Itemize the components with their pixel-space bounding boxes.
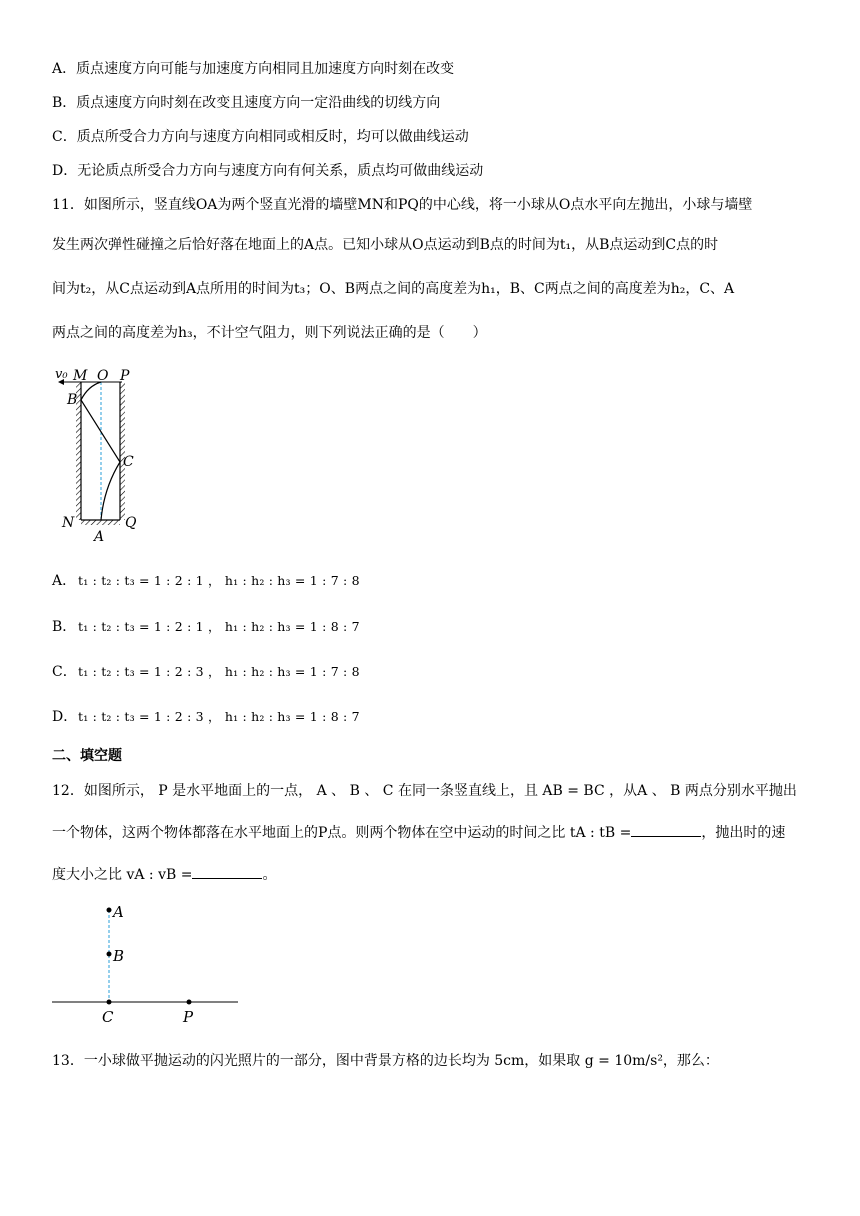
q11-option-a-label: A． xyxy=(52,573,77,589)
point-c xyxy=(107,1000,112,1005)
q12-text-row3-a: 度大小之比 vA : vB = xyxy=(52,867,193,883)
ground-hatch xyxy=(81,520,120,525)
q10-option-c: C．质点所受合力方向与速度方向相同或相反时，均可以做曲线运动 xyxy=(52,129,469,145)
q11-option-c-text: t₁ : t₂ : t₃ = 1 : 2 : 3 ， h₁ : h₂ : h₃ = 1 : 7 : 8 xyxy=(78,664,360,679)
q12-text-row1: 12．如图所示， P 是水平地面上的一点， A 、 B 、 C 在同一条竖直线上，且 AB = BC ，从A 、 B 两点分别水平抛出 xyxy=(52,783,797,799)
q11-text-row2: 发生两次弹性碰撞之后恰好落在地面上的A点。已知小球从O点运动到B点的时间为t₁，从B点运动到C点的时 xyxy=(52,237,719,253)
label-p: P xyxy=(120,368,130,384)
label-b: B xyxy=(67,392,78,408)
label-v0: v₀ xyxy=(55,367,68,382)
q12-text-row3 xyxy=(52,864,276,886)
q11-option-b xyxy=(52,616,360,638)
label-p: P xyxy=(183,1008,194,1026)
q11-option-d xyxy=(52,706,360,728)
q10-option-a: A．质点速度方向可能与加速度方向相同且加速度方向时刻在改变 xyxy=(52,61,455,77)
label-a: A xyxy=(113,903,124,921)
q11-option-b-label: B． xyxy=(52,619,77,635)
label-c: C xyxy=(102,1008,114,1026)
q11-wall-figure xyxy=(52,360,162,545)
q11-option-b-text: t₁ : t₂ : t₃ = 1 : 2 : 1 ， h₁ : h₂ : h₃ = 1 : 8 : 7 xyxy=(78,619,360,634)
q11-option-a xyxy=(52,570,360,592)
q11-option-d-text: t₁ : t₂ : t₃ = 1 : 2 : 3 ， h₁ : h₂ : h₃ = 1 : 8 : 7 xyxy=(78,709,360,724)
q11-option-c-label: C． xyxy=(52,664,77,680)
q12-text-row2-b: ，抛出时的速 xyxy=(701,825,786,841)
q12-blank-speed-ratio[interactable] xyxy=(192,864,262,879)
wall-pq-hatch xyxy=(120,382,125,520)
point-p xyxy=(187,1000,192,1005)
q12-points-figure xyxy=(52,898,242,1028)
label-a: A xyxy=(94,529,105,545)
q12-text-row2-a: 一个物体，这两个物体都落在水平地面上的P点。则两个物体在空中运动的时间之比 tA : tB = xyxy=(52,825,632,841)
point-b xyxy=(107,952,112,957)
point-a xyxy=(107,908,112,913)
section-heading-fill-blank: 二、填空题 xyxy=(52,748,122,764)
label-c: C xyxy=(123,454,134,470)
q13-text-row1: 13．一小球做平抛运动的闪光照片的一部分，图中背景方格的边长均为 5cm，如果取 g = 10m/s²，那么： xyxy=(52,1053,719,1069)
label-q: Q xyxy=(125,515,137,531)
q10-option-d: D．无论质点所受合力方向与速度方向有何关系，质点均可做曲线运动 xyxy=(52,163,484,179)
q11-text-row1: 11．如图所示，竖直线OA为两个竖直光滑的墙壁MN和PQ的中心线，将一小球从O点水平向左抛出，小球与墙壁 xyxy=(52,197,753,213)
label-b: B xyxy=(113,947,125,965)
label-m: M xyxy=(73,368,88,384)
q11-option-a-text: t₁ : t₂ : t₃ = 1 : 2 : 1 ， h₁ : h₂ : h₃ = 1 : 7 : 8 xyxy=(78,573,360,588)
q11-text-row3: 间为t₂，从C点运动到A点所用的时间为t₃；O、B两点之间的高度差为h₁，B、C两点之间的高度差为h₂，C、A xyxy=(52,281,735,297)
q11-option-c xyxy=(52,661,360,683)
q12-blank-time-ratio[interactable] xyxy=(631,822,701,837)
q11-option-d-label: D． xyxy=(52,709,78,725)
label-n: N xyxy=(62,515,75,531)
label-o: O xyxy=(97,368,109,384)
q12-text-row2 xyxy=(52,822,785,844)
q10-option-b: B．质点速度方向时刻在改变且速度方向一定沿曲线的切线方向 xyxy=(52,95,441,111)
q12-text-row3-b: 。 xyxy=(262,867,277,883)
q11-text-row4: 两点之间的高度差为h₃，不计空气阻力，则下列说法正确的是（ ） xyxy=(52,325,487,341)
